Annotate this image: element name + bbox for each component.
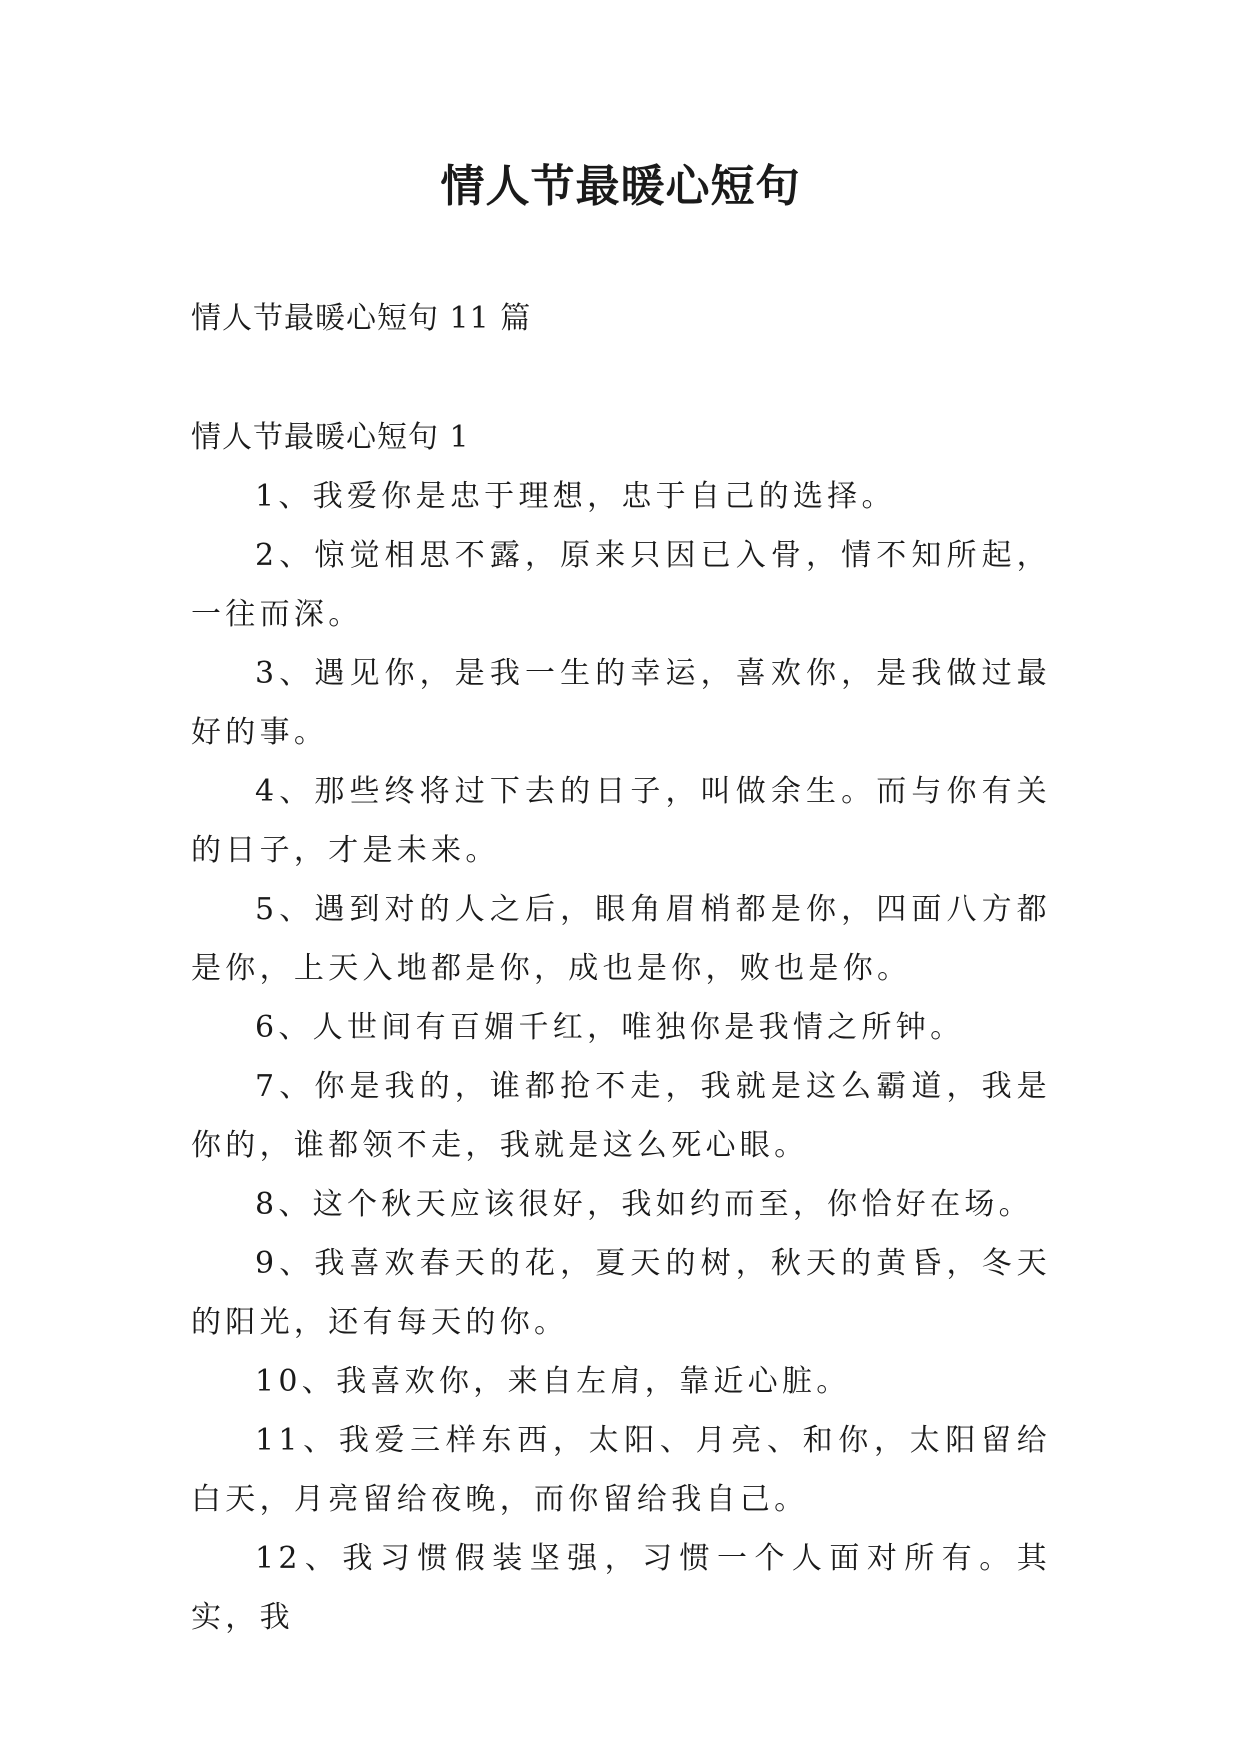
paragraph: 1、我爱你是忠于理想，忠于自己的选择。 bbox=[255, 479, 896, 514]
paragraph: 10、我喜欢你，来自左肩，靠近心脏。 bbox=[255, 1364, 851, 1399]
paragraph: 9、我喜欢春天的花，夏天的树，秋天的黄昏，冬天的阳光，还有每天的你。 bbox=[191, 1246, 1051, 1340]
paragraph: 5、遇到对的人之后，眼角眉梢都是你，四面八方都是你，上天入地都是你，成也是你，败也是你。 bbox=[191, 892, 1051, 986]
paragraph: 11、我爱三样东西，太阳、月亮、和你，太阳留给白天，月亮留给夜晚，而你留给我自己。 bbox=[191, 1423, 1051, 1517]
paragraph: 7、你是我的，谁都抢不走，我就是这么霸道，我是你的，谁都领不走，我就是这么死心眼。 bbox=[191, 1069, 1051, 1163]
paragraph: 12、我习惯假装坚强，习惯一个人面对所有。其实，我 bbox=[191, 1541, 1051, 1635]
paragraph: 4、那些终将过下去的日子，叫做余生。而与你有关的日子，才是未来。 bbox=[191, 774, 1051, 868]
paragraph: 2、惊觉相思不露，原来只因已入骨，情不知所起，一往而深。 bbox=[191, 538, 1051, 632]
paragraph: 6、人世间有百媚千红，唯独你是我情之所钟。 bbox=[255, 1010, 965, 1045]
document-title: 情人节最暖心短句 bbox=[440, 161, 801, 212]
paragraph: 8、这个秋天应该很好，我如约而至，你恰好在场。 bbox=[255, 1187, 1033, 1222]
section-heading: 情人节最暖心短句 1 bbox=[191, 420, 470, 455]
paragraph: 3、遇见你，是我一生的幸运，喜欢你，是我做过最好的事。 bbox=[191, 656, 1051, 750]
document-subtitle: 情人节最暖心短句 11 篇 bbox=[191, 301, 532, 336]
document-body bbox=[191, 467, 1051, 1647]
